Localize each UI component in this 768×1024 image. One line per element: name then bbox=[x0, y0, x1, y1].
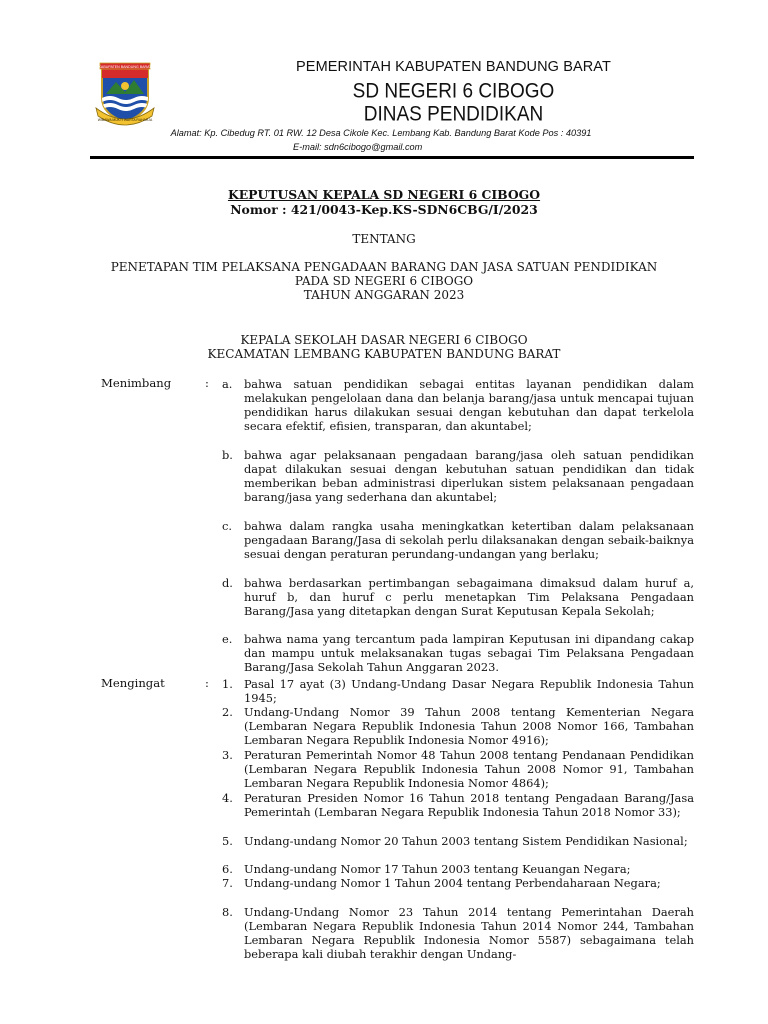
item-text: bahwa berdasarkan pertimbangan sebagaimana dimaksud dalam huruf a, huruf b, dan huruf c perlu menetapkan Tim Pelaksana Pengadaan Barang/Jasa yang ditetapkan dengan Surat Keputusan Kepala Sekolah; bbox=[244, 576, 694, 619]
item-text: bahwa agar pelaksanaan pengadaan barang/jasa oleh satuan pendidikan dapat dilakukan sesuai dengan kebutuhan satuan pendidikan dan tidak memberikan beban administrasi diperlukan sistem pelaksanaan pengadaan barang/jasa yang sederhana dan akuntabel; bbox=[244, 448, 694, 505]
office-name: DINAS PENDIDIKAN bbox=[363, 102, 544, 126]
item-marker: d. bbox=[222, 576, 233, 590]
decree-title: KEPUTUSAN KEPALA SD NEGERI 6 CIBOGO bbox=[227, 187, 541, 202]
subject-line-1: PENETAPAN TIM PELAKSANA PENGADAAN BARANG DAN JASA SATUAN PENDIDIKAN bbox=[110, 260, 658, 274]
item-text: Undang-Undang Nomor 39 Tahun 2008 tentang Kementerian Negara (Lembaran Negara Republik Indonesia Tahun 2008 Nomor 166, Tambahan Lembaran Negara Republik Indonesia Nomor 4916); bbox=[244, 705, 694, 748]
about-heading: TENTANG bbox=[352, 232, 416, 246]
menimbang-label: Menimbang bbox=[101, 376, 172, 390]
item-text: Peraturan Pemerintah Nomor 48 Tahun 2008 tentang Pendanaan Pendidikan (Lembaran Negara Republik Indonesia Tahun 2008 Nomor 91, Tambahan Lembaran Negara Republik Indonesia Nomor 4864); bbox=[244, 748, 694, 791]
item-marker: b. bbox=[222, 448, 233, 462]
item-marker: 1. bbox=[222, 677, 233, 691]
school-name: SD NEGERI 6 CIBOGO bbox=[352, 79, 555, 103]
item-marker: 2. bbox=[222, 705, 233, 719]
subject-line-2: PADA SD NEGERI 6 CIBOGO bbox=[294, 274, 474, 288]
logo-banner-text: KABUPATEN BANDUNG BARAT bbox=[98, 64, 152, 69]
item-marker: 3. bbox=[222, 748, 233, 762]
item-text: Undang-undang Nomor 20 Tahun 2003 tentang Sistem Pendidikan Nasional; bbox=[244, 834, 688, 848]
item-text: bahwa nama yang tercantum pada lampiran Keputusan ini dipandang cakap dan mampu untuk melaksanakan tugas sebagai Tim Pelaksana Pengadaan Barang/Jasa Sekolah Tahun Anggaran 2023. bbox=[244, 632, 694, 675]
item-marker: 5. bbox=[222, 834, 233, 848]
item-text: bahwa dalam rangka usaha meningkatkan ketertiban dalam pelaksanaan pengadaan Barang/Jasa di sekolah perlu dilaksanakan dengan sebaik-baiknya sesuai dengan peraturan perundang-undangan yang berlaku; bbox=[244, 519, 694, 562]
letterhead-divider bbox=[90, 156, 694, 159]
item-marker: 8. bbox=[222, 905, 233, 919]
item-text: Undang-undang Nomor 1 Tahun 2004 tentang Perbendaharaan Negara; bbox=[244, 876, 661, 890]
item-marker: 4. bbox=[222, 791, 233, 805]
item-text: Undang-Undang Nomor 23 Tahun 2014 tentang Pemerintahan Daerah (Lembaran Negara Republik Indonesia Tahun 2014 Nomor 244, Tambahan Lembaran Negara Republik Indonesia Nomor 5587) sebagaimana telah beberapa kali diubah terakhir dengan Undang- bbox=[244, 905, 694, 962]
item-marker: 7. bbox=[222, 876, 233, 890]
item-marker: e. bbox=[222, 632, 233, 646]
item-text: Peraturan Presiden Nomor 16 Tahun 2018 tentang Pengadaan Barang/Jasa Pemerintah (Lembaran Negara Republik Indonesia Tahun 2018 Nomor 33); bbox=[244, 791, 694, 820]
item-marker: 6. bbox=[222, 862, 233, 876]
item-text: bahwa satuan pendidikan sebagai entitas layanan pendidikan dalam melakukan pengelolaan dana dan belanja barang/jasa untuk mencapai tujuan pendidikan harus dilakukan sesuai dengan kebutuhan dan dapat terkelola secara efektif, efisien, transparan, dan akuntabel; bbox=[244, 377, 694, 434]
authority-line-1: KEPALA SEKOLAH DASAR NEGERI 6 CIBOGO bbox=[240, 333, 528, 347]
item-marker: a. bbox=[222, 377, 233, 391]
government-name: PEMERINTAH KABUPATEN BANDUNG BARAT bbox=[296, 59, 611, 75]
school-email: E-mail: sdn6cibogo@gmail.com bbox=[293, 142, 423, 152]
school-address: Alamat: Kp. Cibedug RT. 01 RW. 12 Desa Cikole Kec. Lembang Kab. Bandung Barat Kode Pos : 40391 bbox=[170, 128, 592, 138]
subject-line-3: TAHUN ANGGARAN 2023 bbox=[303, 288, 465, 302]
item-text: Pasal 17 ayat (3) Undang-Undang Dasar Negara Republik Indonesia Tahun 1945; bbox=[244, 677, 694, 706]
item-marker: c. bbox=[222, 519, 233, 533]
menimbang-colon: : bbox=[205, 376, 209, 390]
item-text: Undang-undang Nomor 17 Tahun 2003 tentang Keuangan Negara; bbox=[244, 862, 631, 876]
decree-number: Nomor : 421/0043-Kep.KS-SDN6CBG/I/2023 bbox=[230, 202, 538, 217]
mengingat-label: Mengingat bbox=[101, 676, 165, 690]
logo-motto-text: WIBAWA MUKTI WARTA RAHARJA bbox=[97, 118, 153, 122]
mengingat-colon: : bbox=[205, 676, 209, 690]
authority-line-2: KECAMATAN LEMBANG KABUPATEN BANDUNG BARAT bbox=[207, 347, 561, 361]
